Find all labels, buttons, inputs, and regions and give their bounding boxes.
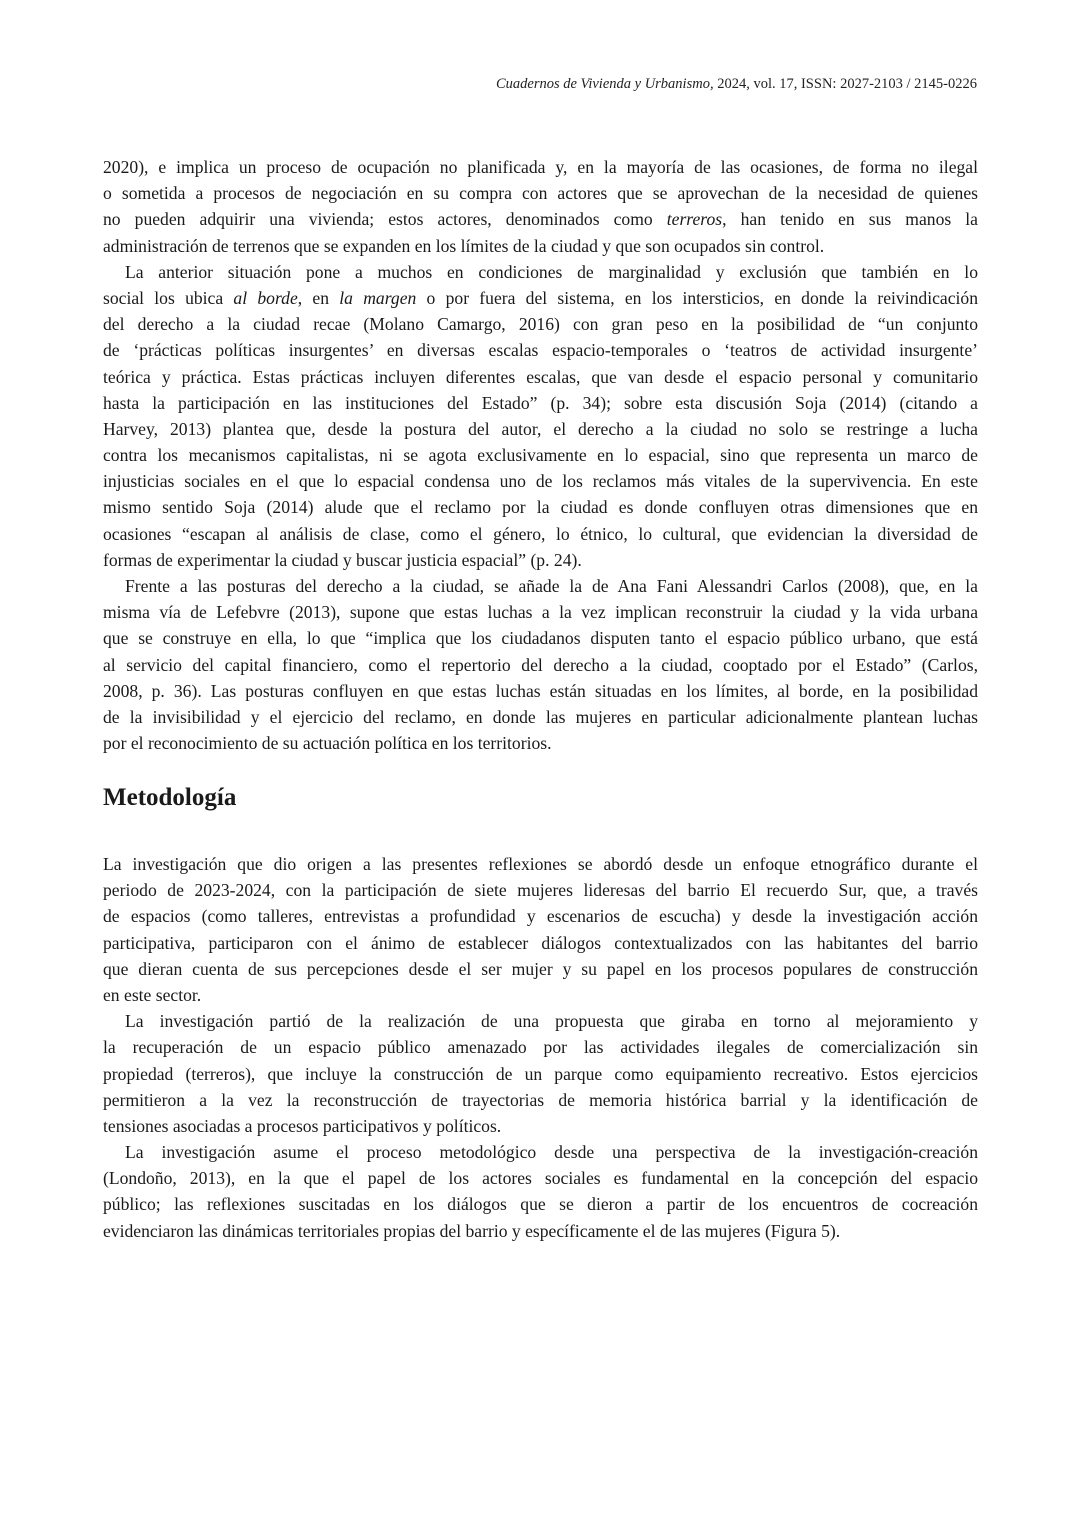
body-text-methodology (103, 851, 978, 1244)
text-line (103, 337, 978, 363)
text-line (103, 652, 978, 678)
text-segment: (Londoño, 2013), en la que el papel de los actores sociales es fundamental en la concepción del espacio (103, 1168, 978, 1189)
text-segment: teórica y práctica. Estas prácticas incluyen diferentes escalas, que van desde el espacio personal y comunitario (103, 366, 978, 387)
text-line (103, 1034, 978, 1060)
text-segment: evidenciaron las dinámicas territoriales propias del barrio y específicamente el de las mujeres (Figura 5). (103, 1220, 841, 1241)
text-segment: La anterior situación pone a muchos en condiciones de marginalidad y exclusión que también en lo (125, 261, 978, 282)
running-header (496, 76, 977, 93)
text-line (103, 285, 978, 311)
text-line (103, 1113, 978, 1139)
text-segment: mismo sentido Soja (2014) alude que el reclamo por la ciudad es donde confluyen otras dimensiones que en (103, 497, 978, 518)
text-line (103, 233, 978, 259)
text-segment: 2020), e implica un proceso de ocupación no planificada y, en la mayoría de las ocasiones, de forma no ilegal (103, 157, 978, 177)
text-line (103, 1061, 978, 1087)
text-segment: hasta la participación en las instituciones del Estado” (p. 34); sobre esta discusión Soja (2014) (citando a (103, 392, 978, 413)
journal-title: Cuadernos de Vivienda y Urbanismo, (495, 76, 714, 92)
text-segment: por el reconocimiento de su actuación política en los territorios. (103, 733, 552, 754)
text-line (103, 259, 978, 285)
text-segment: periodo de 2023-2024, con la participación de siete mujeres lideresas del barrio El recuerdo Sur, que, a través (103, 880, 978, 901)
text-segment: de ‘prácticas políticas insurgentes’ en diversas escalas espacio-temporales o ‘teatros de actividad insurgente’ (103, 340, 978, 361)
text-line (103, 851, 978, 877)
text-segment: o por fuera del sistema, en los intersticios, en donde la reivindicación (416, 287, 979, 308)
text-line (103, 154, 978, 180)
text-segment: La investigación partió de la realización de una propuesta que giraba en torno al mejoramiento y (125, 1011, 978, 1032)
text-line (103, 1165, 978, 1191)
text-line (103, 573, 978, 599)
text-segment: La investigación que dio origen a las presentes reflexiones se abordó desde un enfoque etnográfico durante el (103, 854, 978, 874)
text-line (103, 625, 978, 651)
text-line (103, 1191, 978, 1217)
text-segment: formas de experimentar la ciudad y buscar justicia espacial” (p. 24). (103, 549, 582, 570)
text-segment: que se construye en ella, lo que “implica que los ciudadanos disputen tanto el espacio público urbano, que está (103, 628, 978, 649)
text-segment: público; las reflexiones suscitadas en los diálogos que se dieron a partir de los encuentros de cocreación (103, 1194, 978, 1215)
text-line (103, 930, 978, 956)
text-line (103, 468, 978, 494)
emphasis-text: la margen (339, 287, 417, 308)
text-segment: al servicio del capital financiero, como el repertorio del derecho a la ciudad, cooptado por el Estado” (Carlos, (103, 654, 978, 675)
text-line (103, 1008, 978, 1034)
text-segment: tensiones asociadas a procesos participativos y políticos. (103, 1115, 502, 1136)
text-line (103, 982, 978, 1008)
text-segment: que dieran cuenta de sus percepciones desde el ser mujer y su papel en los procesos populares de construcción (103, 958, 978, 979)
text-segment: administración de terrenos que se expanden en los límites de la ciudad y que son ocupados sin control. (103, 235, 825, 256)
text-line (103, 956, 978, 982)
journal-details: 2024, vol. 17, ISSN: 2027-2103 / 2145-0226 (713, 76, 977, 92)
text-segment: no pueden adquirir una vivienda; estos actores, denominados como (103, 209, 667, 230)
text-segment: del derecho a la ciudad recae (Molano Camargo, 2016) con gran peso en la posibilidad de “un conjunto (103, 314, 978, 335)
text-segment: de espacios (como talleres, entrevistas a profundidad y escenarios de escucha) y desde la investigación acción (103, 906, 978, 927)
text-line (103, 1139, 978, 1165)
emphasis-text: al borde (233, 287, 298, 308)
text-line (103, 390, 978, 416)
text-segment: de la invisibilidad y el ejercicio del reclamo, en donde las mujeres en particular adicionalmente plantean luchas (103, 706, 978, 727)
text-line (103, 364, 978, 390)
section-heading: Metodología (103, 784, 237, 811)
text-segment: ocasiones “escapan al análisis de clase, como el género, lo étnico, lo cultural, que evidencian la diversidad de (103, 523, 978, 544)
text-segment: misma vía de Lefebvre (2013), supone que estas luchas a la vez implican reconstruir la ciudad y la vida urbana (103, 602, 978, 623)
text-segment: participativa, participaron con el ánimo de establecer diálogos contextualizados con las habitantes del barrio (103, 932, 978, 953)
text-line (103, 903, 978, 929)
text-line (103, 494, 978, 520)
text-segment: La investigación asume el proceso metodológico desde una perspectiva de la investigación-creación (125, 1142, 978, 1163)
text-segment: o sometida a procesos de negociación en su compra con actores que se aprovechan de la necesidad de quienes (103, 183, 978, 204)
text-segment: , en (297, 287, 340, 308)
text-segment: 2008, p. 36). Las posturas confluyen en que estas luchas están situadas en los límites, al borde, en la posibilidad (103, 680, 978, 701)
text-segment: Frente a las posturas del derecho a la ciudad, se añade la de Ana Fani Alessandri Carlos (2008), que, en la (125, 576, 978, 596)
text-line (103, 416, 978, 442)
text-line (103, 521, 978, 547)
text-line (103, 442, 978, 468)
text-line (103, 678, 978, 704)
text-line (103, 877, 978, 903)
text-line (103, 1087, 978, 1113)
text-line (103, 730, 978, 756)
text-segment: contra los mecanismos capitalistas, ni se agota exclusivamente en lo espacial, sino que representa un marco de (103, 445, 978, 466)
text-line (103, 180, 978, 206)
text-line (103, 1218, 978, 1244)
text-segment: propiedad (terreros), que incluye la construcción de un parque como equipamiento recreativo. Estos ejercicios (103, 1063, 978, 1084)
text-segment: social los ubica (103, 287, 234, 308)
text-line (103, 704, 978, 730)
emphasis-text: terreros (666, 209, 723, 230)
text-line (103, 311, 978, 337)
body-text-introduction (103, 154, 978, 756)
text-segment: injusticias sociales en el que lo espacial condensa uno de los reclamos más vitales de la supervivencia. En este (103, 471, 978, 492)
text-line (103, 547, 978, 573)
text-segment: , han tenido en sus manos la (722, 209, 978, 230)
text-segment: en este sector. (103, 984, 202, 1005)
text-line (103, 206, 978, 232)
text-segment: Harvey, 2013) plantea que, desde la postura del autor, el derecho a la ciudad no solo se restringe a lucha (103, 418, 978, 439)
text-segment: permitieron a la vez la reconstrucción de trayectorias de memoria histórica barrial y la identificación de (103, 1089, 978, 1110)
text-line (103, 599, 978, 625)
text-segment: la recuperación de un espacio público amenazado por las actividades ilegales de comercialización sin (103, 1037, 978, 1058)
